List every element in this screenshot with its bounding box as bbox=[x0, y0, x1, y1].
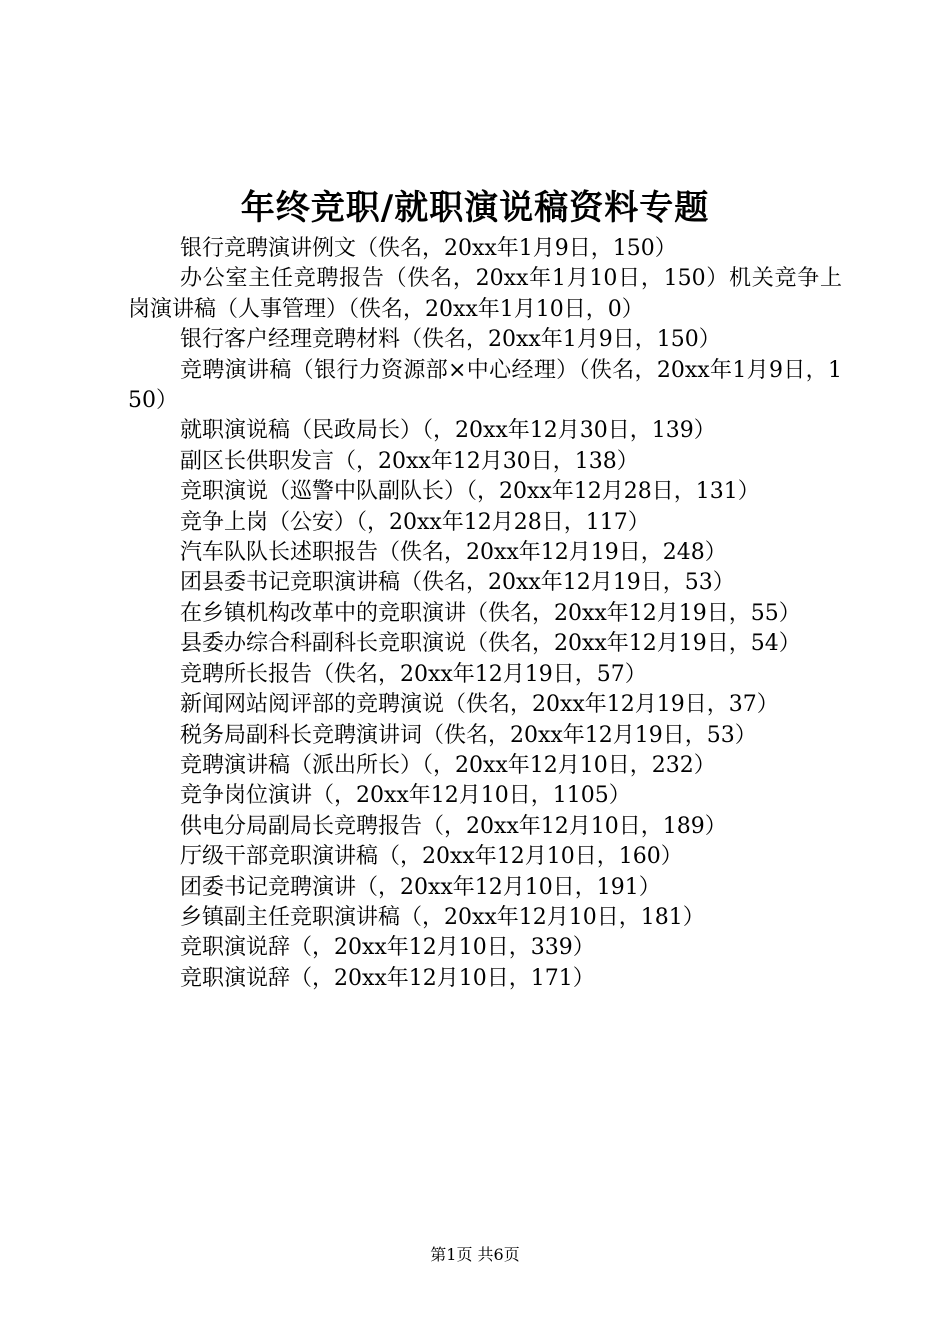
list-item: 就职演说稿（民政局长）（，20xx年12月30日，139） bbox=[180, 418, 716, 444]
entry-list bbox=[128, 234, 842, 994]
list-item: 竞职演说（巡警中队副队长）（，20xx年12月28日，131） bbox=[180, 479, 760, 505]
list-item: 在乡镇机构改革中的竞职演讲（佚名，20xx年12月19日，55） bbox=[180, 600, 801, 626]
list-item: 竞聘演讲稿（银行力资源部×中心经理）（佚名，20xx年1月9日，150） bbox=[128, 357, 842, 414]
list-item: 供电分局副局长竞聘报告（，20xx年12月10日，189） bbox=[180, 813, 727, 839]
list-item: 新闻网站阅评部的竞聘演说（佚名，20xx年12月19日，37） bbox=[180, 692, 779, 718]
list-item: 竞聘演讲稿（派出所长）（，20xx年12月10日，232） bbox=[180, 752, 716, 778]
list-item: 办公室主任竞聘报告（佚名，20xx年1月10日，150）机关竞争上岗演讲稿（人事管理）（佚名，20xx年1月10日，0） bbox=[128, 266, 842, 322]
list-item: 厅级干部竞职演讲稿（，20xx年12月10日，160） bbox=[180, 844, 683, 870]
list-item: 银行客户经理竞聘材料（佚名，20xx年1月9日，150） bbox=[180, 327, 721, 353]
list-item: 乡镇副主任竞职演讲稿（，20xx年12月10日，181） bbox=[180, 904, 705, 930]
list-item: 团委书记竞聘演讲（，20xx年12月10日，191） bbox=[180, 874, 661, 900]
page-title: 年终竞职/就职演说稿资料专题 bbox=[240, 188, 710, 228]
list-item: 副区长供职发言（，20xx年12月30日，138） bbox=[180, 448, 639, 474]
page-footer: 第1页 共6页 bbox=[430, 1245, 520, 1264]
list-item: 竞聘所长报告（佚名，20xx年12月19日，57） bbox=[180, 661, 647, 687]
list-item: 竞职演说辞（，20xx年12月10日，339） bbox=[180, 935, 595, 961]
list-item: 竞职演说辞（，20xx年12月10日，171） bbox=[180, 965, 595, 991]
list-item: 汽车队队长述职报告（佚名，20xx年12月19日，248） bbox=[180, 540, 727, 566]
list-item: 团县委书记竞职演讲稿（佚名，20xx年12月19日，53） bbox=[180, 570, 735, 596]
list-item: 竞争上岗（公安）（，20xx年12月28日，117） bbox=[180, 509, 650, 535]
list-item: 银行竞聘演讲例文（佚名，20xx年1月9日，150） bbox=[180, 236, 677, 261]
list-item: 县委办综合科副科长竞职演说（佚名，20xx年12月19日，54） bbox=[180, 631, 801, 657]
list-item: 竞争岗位演讲（，20xx年12月10日，1105） bbox=[180, 783, 631, 809]
list-item: 税务局副科长竞聘演讲词（佚名，20xx年12月19日，53） bbox=[180, 722, 757, 748]
